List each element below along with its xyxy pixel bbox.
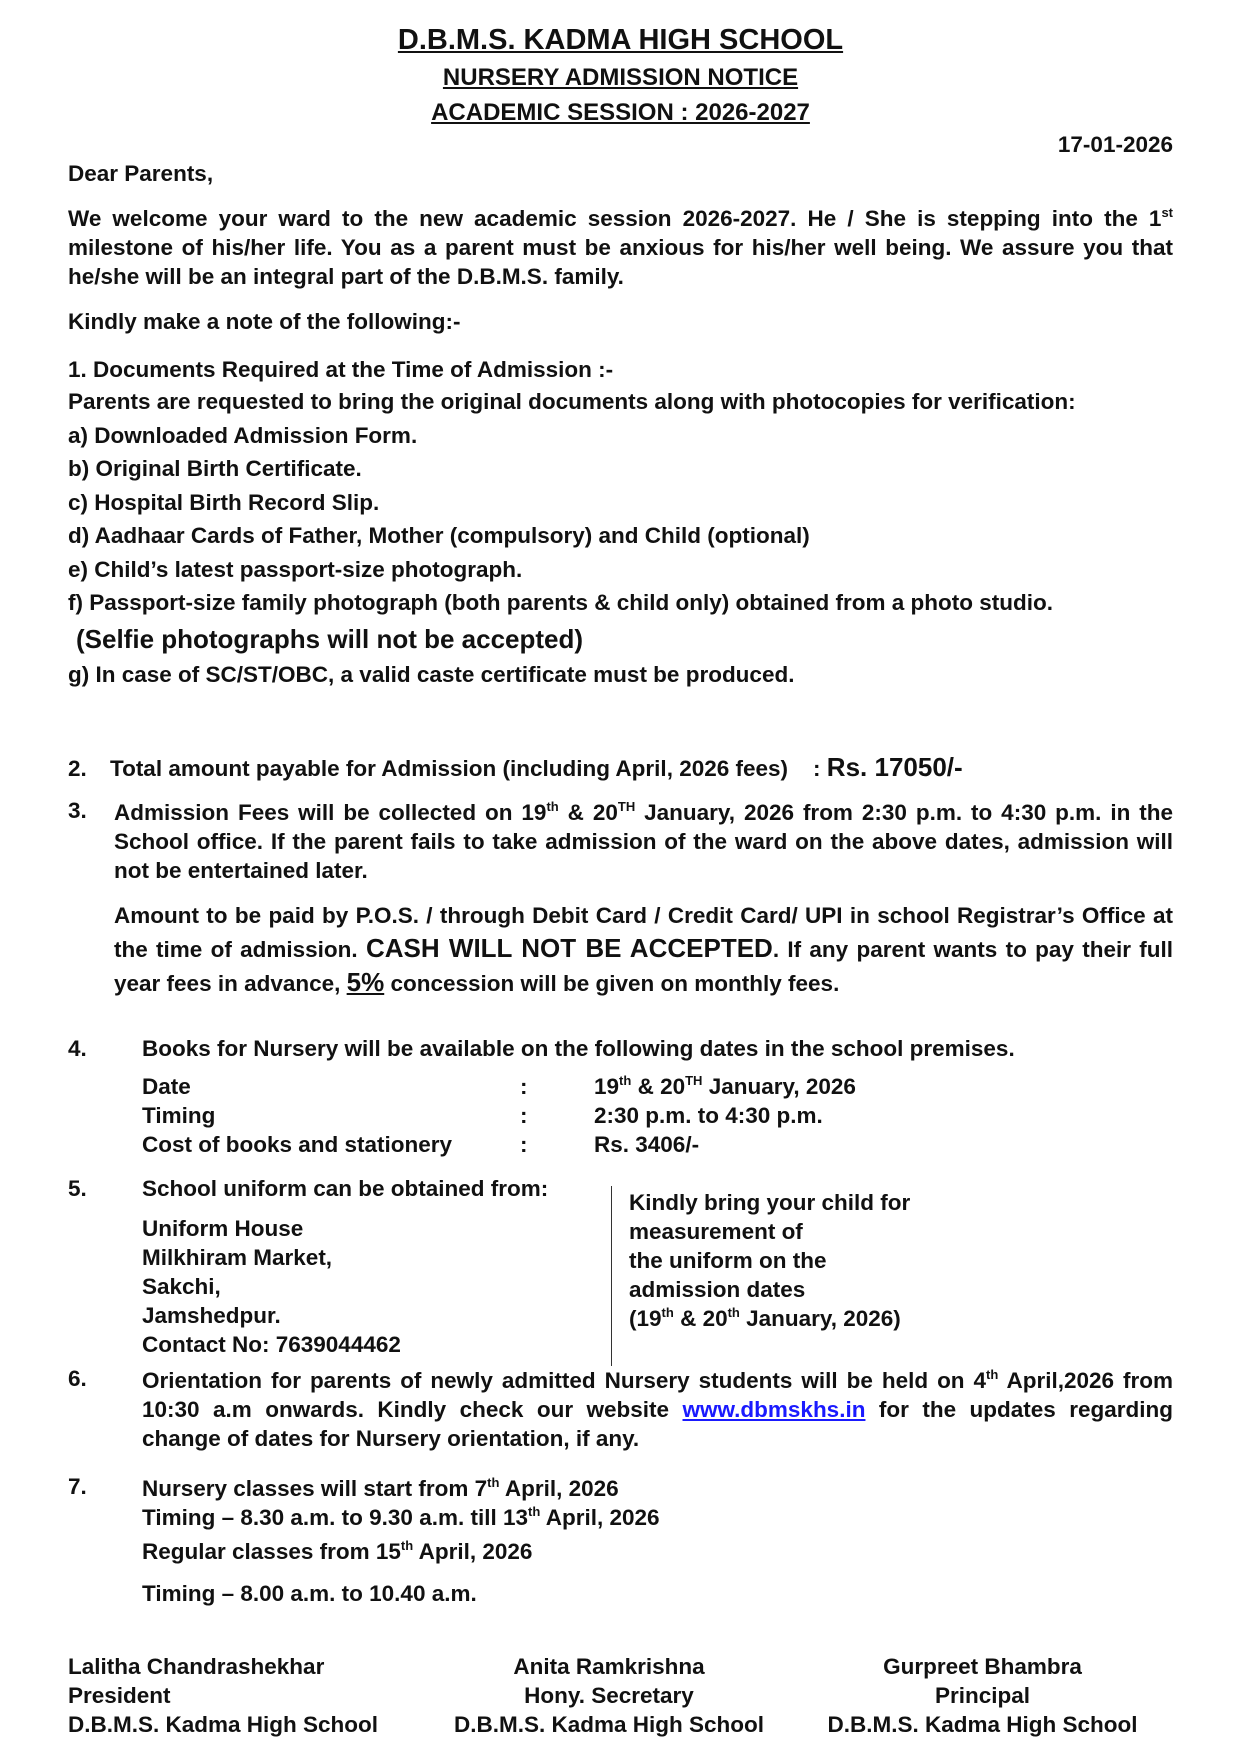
amount-text: Total amount payable for Admission (including April, 2026 fees) (110, 756, 789, 781)
books-text: Books for Nursery will be available on the following dates in the school premises. (142, 1036, 1015, 1061)
item-number: 5. (68, 1176, 87, 1201)
doc-item: f) Passport-size family photograph (both parents & child only) obtained from a photo studio. (68, 590, 1054, 615)
notice-title: NURSERY ADMISSION NOTICE (442, 64, 799, 91)
documents-text: Parents are requested to bring the original documents along with photocopies for verification: (68, 389, 1076, 414)
signature-president: Lalitha Chandrashekhar President D.B.M.S. Kadma High School (68, 1654, 379, 1737)
uniform-heading: School uniform can be obtained from: (142, 1176, 549, 1201)
signature-principal: Gurpreet Bhambra Principal D.B.M.S. Kadma High School (827, 1654, 1138, 1737)
books-row: Date : 19th & 20TH January, 2026 (142, 1073, 856, 1099)
section-orientation (68, 1366, 1173, 1453)
item-number: 6. (68, 1366, 87, 1391)
orientation-text: Orientation for parents of newly admitted Nursery students will be held on 4th April,2026 from 10:30 a.m onwards. Kindly check our website www.dbmskhs.in for the updates regarding change of dates for Nursery orientation, if any. (142, 1367, 1173, 1451)
section-uniform (68, 1176, 1173, 1356)
uniform-address: Uniform House Milkhiram Market, Sakchi, Jamshedpur. Contact No: 7639044462 (142, 1216, 401, 1357)
fees-paragraph: Admission Fees will be collected on 19th & 20TH January, 2026 from 2:30 p.m. to 4:30 p.m. in the School office. If the parent fails to take admission of the ward on the above dates, admission will not be entertained later. (114, 799, 1174, 883)
note-line: Kindly make a note of the following:- (68, 309, 461, 334)
section-books (68, 1036, 1173, 1159)
section-classes (68, 1474, 1173, 1608)
uniform-note: Kindly bring your child for measurement of the uniform on the admission dates (19th & 20th January, 2026) (629, 1190, 911, 1331)
books-table (142, 1072, 1173, 1159)
doc-item: c) Hospital Birth Record Slip. (68, 489, 380, 515)
doc-item: b) Original Birth Certificate. (68, 456, 362, 481)
item-number: 2. (68, 756, 87, 781)
doc-item: e) Child’s latest passport-size photograph. (68, 556, 523, 582)
section-fees (68, 798, 1173, 1000)
doc-item: g) In case of SC/ST/OBC, a valid caste certificate must be produced. (68, 661, 795, 687)
amount-value: Rs. 17050/- (826, 752, 963, 782)
item-number: 7. (68, 1474, 87, 1499)
session-title: ACADEMIC SESSION : 2026-2027 (431, 99, 810, 126)
concession-percent: 5% (346, 967, 385, 997)
doc-item: a) Downloaded Admission Form. (68, 422, 418, 448)
class-start: Nursery classes will start from 7th April, 2026 (142, 1475, 619, 1501)
regular-start: Regular classes from 15th April, 2026 (142, 1538, 533, 1564)
signature-secretary: Anita Ramkrishna Hony. Secretary D.B.M.S. Kadma High School (453, 1654, 765, 1737)
regular-timing: Timing – 8.00 a.m. to 10.40 a.m. (142, 1581, 477, 1606)
notice-date: 17-01-2026 (1057, 132, 1173, 157)
item-number: 3. (68, 798, 87, 823)
greeting: Dear Parents, (68, 161, 214, 186)
uniform-contact: Contact No: 7639044462 (142, 1332, 401, 1357)
documents-heading: 1. Documents Required at the Time of Admission :- (68, 357, 614, 382)
section-amount (68, 752, 963, 783)
website-link[interactable]: www.dbmskhs.in (682, 1397, 866, 1422)
payment-paragraph: Amount to be paid by P.O.S. / through Debit Card / Credit Card/ UPI in school Registrar’s Office at the time of admission. CASH WILL NOT BE ACCEPTED. If any parent wants to pay their full year fees in advance, 5% concession will be given on monthly fees. (114, 903, 1173, 997)
cash-warning: CASH WILL NOT BE ACCEPTED (365, 933, 773, 963)
class-timing: Timing – 8.30 a.m. to 9.30 a.m. till 13th April, 2026 (142, 1504, 660, 1530)
doc-item: d) Aadhaar Cards of Father, Mother (compulsory) and Child (optional) (68, 523, 810, 548)
colon: : (813, 756, 827, 781)
section-documents (68, 357, 1173, 691)
books-row: Timing : 2:30 p.m. to 4:30 p.m. (142, 1103, 823, 1128)
divider (611, 1186, 612, 1366)
school-title: D.B.M.S. KADMA HIGH SCHOOL (397, 24, 844, 56)
books-row: Cost of books and stationery : Rs. 3406/- (142, 1132, 700, 1157)
item-number: 4. (68, 1036, 87, 1061)
selfie-warning: (Selfie photographs will not be accepted) (76, 623, 584, 654)
intro-paragraph: We welcome your ward to the new academic session 2026-2027. He / She is stepping into the 1st milestone of his/her life. You as a parent must be anxious for his/her well being. We assure you that he/she will be an integral part of the D.B.M.S. family. (68, 205, 1173, 289)
